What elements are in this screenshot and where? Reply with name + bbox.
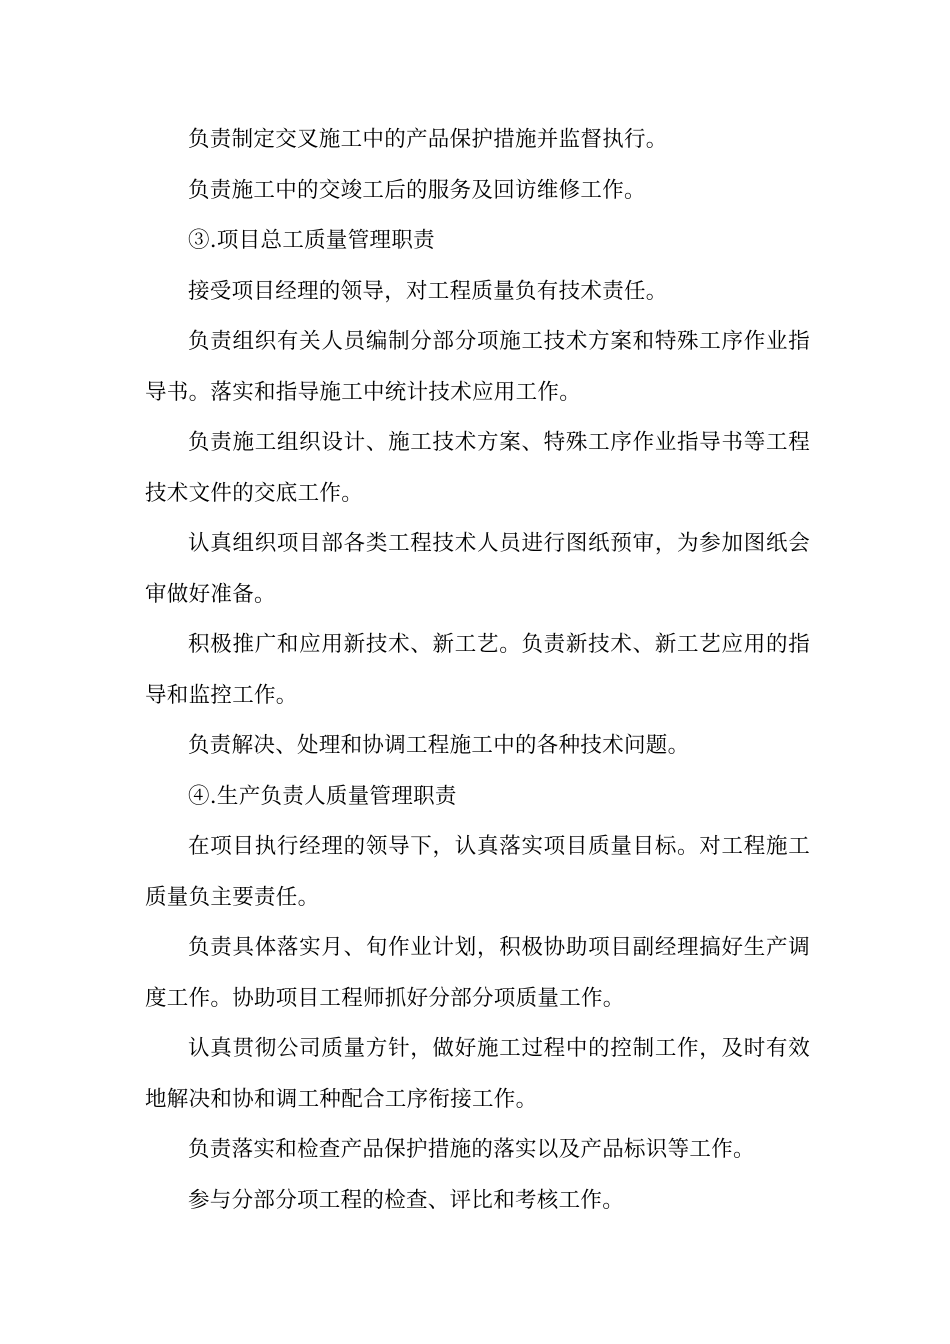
paragraph-inspection-evaluation: 参与分部分项工程的检查、评比和考核工作。 xyxy=(188,1187,625,1213)
paragraph-product-protection: 负责落实和检查产品保护措施的落实以及产品标识等工作。 xyxy=(188,1137,755,1162)
paragraph-technical-briefing: 负责施工组织设计、施工技术方案、特殊工序作业指导书等工程技术文件的交底工作。 xyxy=(145,430,810,506)
paragraph-after-completion-service: 负责施工中的交竣工后的服务及回访维修工作。 xyxy=(188,177,646,203)
paragraph-cross-construction-protection: 负责制定交叉施工中的产品保护措施并监督执行。 xyxy=(188,127,668,152)
paragraph-accept-manager-leadership: 接受项目经理的领导，对工程质量负有技术责任。 xyxy=(188,278,668,304)
paragraph-new-technology: 积极推广和应用新技术、新工艺。负责新技术、新工艺应用的指导和监控工作。 xyxy=(145,632,810,708)
paragraph-drawing-review: 认真组织项目部各类工程技术人员进行图纸预审，为参加图纸会审做好准备。 xyxy=(145,531,810,607)
paragraph-quality-goals: 在项目执行经理的领导下，认真落实项目质量目标。对工程施工质量负主要责任。 xyxy=(145,834,810,910)
paragraph-solve-technical-problems: 负责解决、处理和协调工程施工中的各种技术问题。 xyxy=(188,733,690,758)
paragraph-organize-technical-plans: 负责组织有关人员编制分部分项施工技术方案和特殊工序作业指导书。落实和指导施工中统计技术应用工作。 xyxy=(145,329,810,405)
document-body xyxy=(145,115,810,1226)
section-heading-chief-engineer: ③.项目总工质量管理职责 xyxy=(188,228,435,253)
section-heading-production-manager: ④.生产负责人质量管理职责 xyxy=(188,783,457,809)
paragraph-quality-policy: 认真贯彻公司质量方针，做好施工过程中的控制工作，及时有效地解决和协和调工种配合工序衔接工作。 xyxy=(145,1036,810,1112)
paragraph-work-plans: 负责具体落实月、旬作业计划，积极协助项目副经理搞好生产调度工作。协助项目工程师抓好分部分项质量工作。 xyxy=(145,935,810,1011)
